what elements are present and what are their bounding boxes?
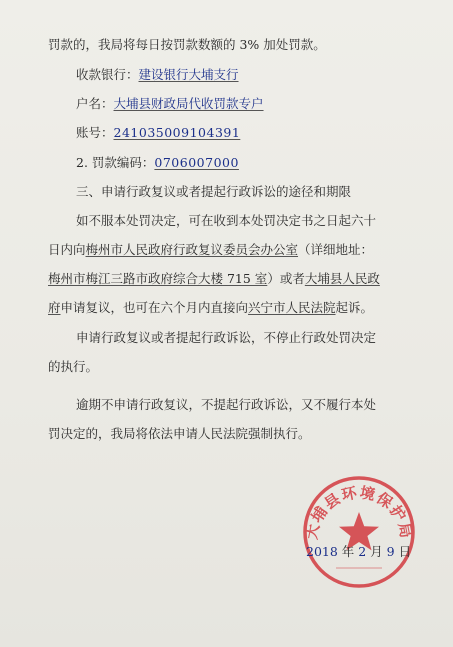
account-number-line xyxy=(76,125,240,141)
section3-line2 xyxy=(48,242,373,258)
review-office-name: 梅州市人民政府行政复议委员会办公室 xyxy=(85,242,299,257)
county-government-name: 大埔县人民政 xyxy=(304,271,380,286)
date-month: 2 xyxy=(358,544,367,559)
account-number-label: 账号： xyxy=(76,125,114,140)
section3-line4 xyxy=(48,300,373,316)
bank-line xyxy=(76,67,261,83)
account-name-line xyxy=(76,96,264,112)
review-office-address: 梅州市梅江三路市政府综合大楼 715 室 xyxy=(48,271,268,286)
section3-line1: 如不服本处罚决定，可在收到本处罚决定书之日起六十 xyxy=(76,213,377,228)
bank-label: 收款银行： xyxy=(76,67,139,82)
date-year-suffix: 年 xyxy=(337,544,359,559)
fine-code-value: 0706007000 xyxy=(154,155,239,170)
county-government-name-end: 府 xyxy=(48,300,61,315)
account-number-value: 241035009104391 xyxy=(113,125,241,140)
enforce-line1: 逾期不申请行政复议，不提起行政诉讼，又不履行本处 xyxy=(76,397,377,412)
intro-text-b: 加处罚款。 xyxy=(259,37,326,52)
account-name-value: 大埔县财政局代收罚款专户 xyxy=(113,96,264,111)
account-name-label: 户名： xyxy=(76,96,114,111)
date-day: 9 xyxy=(386,544,395,559)
penalty-rate: 3% xyxy=(239,37,260,52)
date-year: 2018 xyxy=(306,544,338,559)
enforce-line2: 罚决定的，我局将依法申请人民法院强制执行。 xyxy=(48,426,311,441)
section3-heading: 三、申请行政复议或者提起行政诉讼的途径和期限 xyxy=(76,184,352,199)
document-date xyxy=(306,544,411,560)
seal-text: 大埔县环境保护局 xyxy=(302,483,416,541)
court-name: 兴宁市人民法院 xyxy=(248,300,336,315)
continue-line1: 申请行政复议或者提起行政诉讼，不停止行政处罚决定 xyxy=(76,330,377,345)
section3-line2-c: （详细地址： xyxy=(298,242,374,257)
bank-value: 建设银行大埔支行 xyxy=(138,67,239,82)
official-seal xyxy=(300,473,418,591)
date-day-suffix: 日 xyxy=(394,544,412,559)
section3-line4-b: 申请复议，也可在六个月内直接向 xyxy=(60,300,249,315)
date-month-suffix: 月 xyxy=(366,544,387,559)
fine-code-line xyxy=(76,155,239,171)
section3-line2-a: 日内向 xyxy=(48,242,86,257)
section3-line3-b: ）或者 xyxy=(267,271,305,286)
section3-line4-d: 起诉。 xyxy=(335,300,374,315)
intro-text-a: 罚款的，我局将每日按罚款数额的 xyxy=(48,37,240,52)
continue-line2: 的执行。 xyxy=(48,359,99,374)
intro-line xyxy=(48,37,326,53)
fine-code-label: 2. 罚款编码： xyxy=(76,155,155,170)
section3-line3 xyxy=(48,271,380,287)
